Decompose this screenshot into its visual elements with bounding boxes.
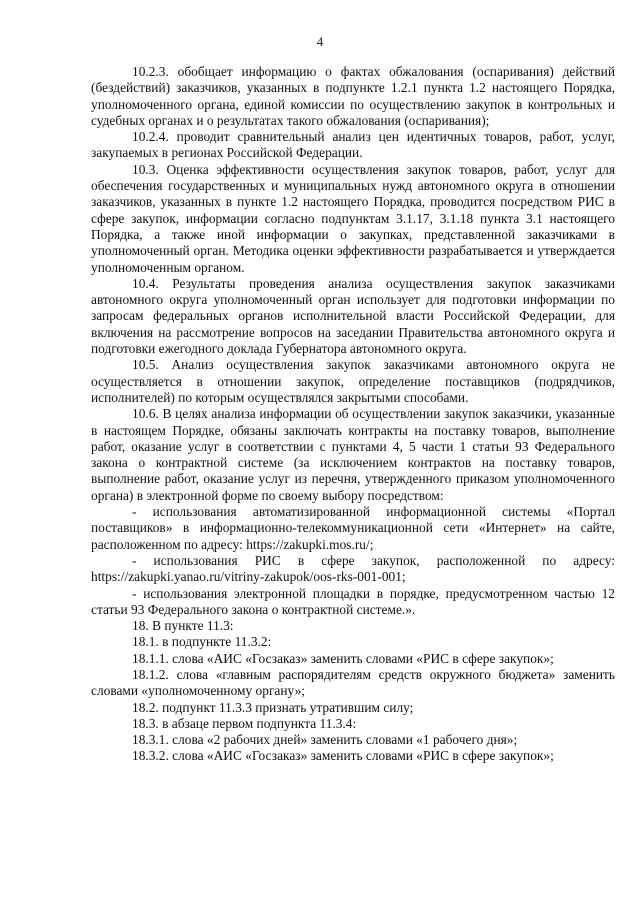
- paragraph-18-3-1: 18.3.1. слова «2 рабочих дней» заменить словами «1 рабочего дня»;: [132, 732, 518, 748]
- paragraph-10-6: 10.6. В целях анализа информации об осуществлении закупок заказчики, указанные в настоящем Порядке, обязаны заключать контракты на поставку товаров, выполнение работ, оказание услуг в соответствии с пунктами 4, 5 части 1 статьи 93 Федерального закона о контрактной системе (за исключением контрактов на поставку товаров, выполнение работ, оказание услуг из перечня, утвержденного приказом уполномоченного органа) в электронной форме по своему выбору посредством:: [91, 406, 615, 503]
- paragraph-10-3: 10.3. Оценка эффективности осуществления закупок товаров, работ, услуг для обеспечения государственных и муниципальных нужд автономного округа в отношении заказчиков, указанных в пункте 1.2 настоящего Порядка, проводится посредством РИС в сфере закупок, информации согласно подпунктам 3.1.17, 3.1.18 пункта 3.1 настоящего Порядка, а также иной информации о закупках, представленной заказчиками в уполномоченный орган. Методика оценки эффективности разрабатывается и утверждается уполномоченным органом.: [91, 161, 615, 275]
- paragraph-18: 18. В пункте 11.3:: [132, 618, 234, 634]
- paragraph-18-2: 18.2. подпункт 11.3.3 признать утратившим силу;: [132, 699, 414, 715]
- list-item-ris: - использования РИС в сфере закупок, расположенной по адресу: https://zakupki.yanao.ru/vitriny-zakupok/oos-rks-001-001;: [91, 552, 615, 585]
- document-body: [91, 64, 615, 765]
- paragraph-10-2-4: 10.2.4. проводит сравнительный анализ цен идентичных товаров, работ, услуг, закупаемых в регионах Российской Федерации.: [91, 129, 615, 161]
- paragraph-10-4: 10.4. Результаты проведения анализа осуществления закупок заказчиками автономного округа уполномоченный орган использует для подготовки информации по запросам федеральных органов исполнительной власти Российской Федерации, для включения на рассмотрение вопросов на заседании Правительства автономного округа и подготовки ежегодного доклада Губернатора автономного округа.: [91, 275, 615, 357]
- paragraph-10-2-3: 10.2.3. обобщает информацию о фактах обжалования (оспаривания) действий (бездействий) заказчиков, указанных в подпункте 1.2.1 пункта 1.2 настоящего Порядка, уполномоченного органа, единой комиссии по осуществлению закупок в контрольных и судебных органах и о результатах такого обжалования (оспаривания);: [91, 64, 615, 128]
- paragraph-18-1: 18.1. в подпункте 11.3.2:: [132, 634, 272, 650]
- paragraph-18-1-2: 18.1.2. слова «главным распорядителям средств окружного бюджета» заменить словами «уполномоченному органу»;: [91, 666, 615, 699]
- paragraph-10-5: 10.5. Анализ осуществления закупок заказчиками автономного округа не осуществляется в отношении закупок, определение поставщиков (подрядчиков, исполнителей) по которым осуществлялся закрытыми способами.: [91, 357, 615, 405]
- page-number: 4: [316, 34, 324, 49]
- paragraph-18-1-1: 18.1.1. слова «АИС «Госзаказ» заменить словами «РИС в сфере закупок»;: [132, 650, 554, 666]
- paragraph-18-3: 18.3. в абзаце первом подпункта 11.3.4:: [132, 715, 357, 731]
- paragraph-18-3-2: 18.3.2. слова «АИС «Госзаказ» заменить словами «РИС в сфере закупок»;: [132, 748, 554, 764]
- list-item-portal-postavshchikov: - использования автоматизированной информационной системы «Портал поставщиков» в информационно-телекоммуникационной сети «Интернет» на сайте, расположенном по адресу: https://zakupki.mos.ru/;: [91, 504, 615, 552]
- list-item-electronic-platform: - использования электронной площадки в порядке, предусмотренном частью 12 статьи 93 Федерального закона о контрактной системе.».: [91, 585, 615, 617]
